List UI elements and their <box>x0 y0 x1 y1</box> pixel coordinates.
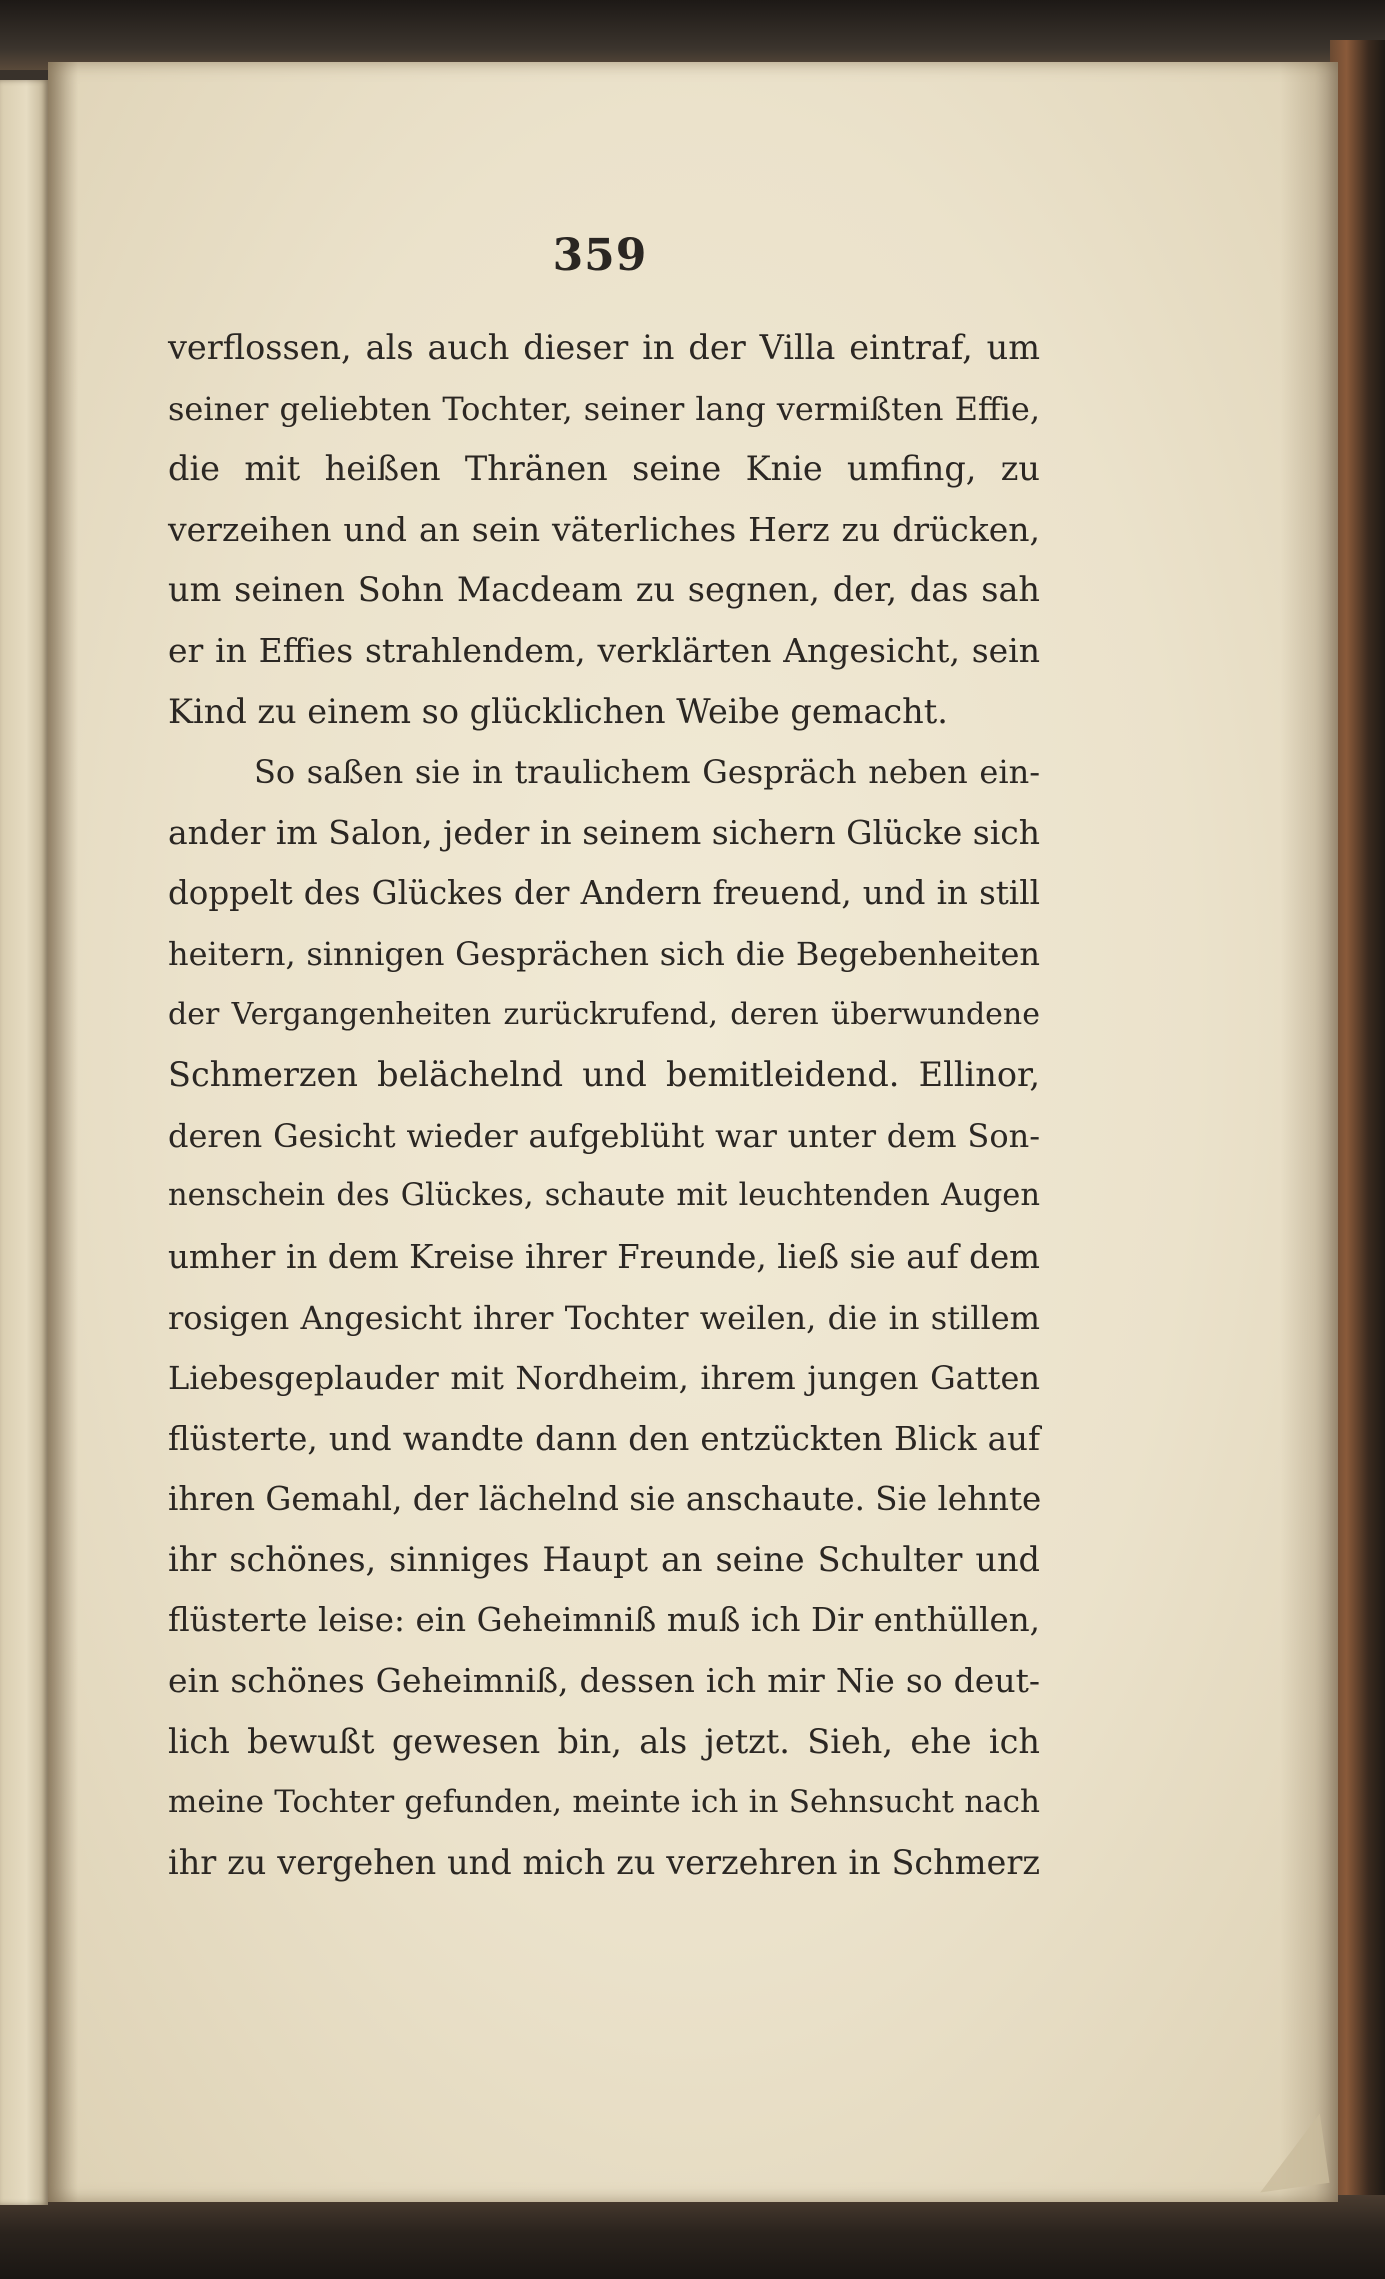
text-line: deren Gesicht wieder aufgeblüht war unter dem Son- <box>168 1116 1040 1155</box>
page-gutter-shadow <box>48 62 78 2202</box>
book-cover-top-edge <box>0 0 1385 70</box>
text-line: Schmerzen belächelnd und bemitleidend. Ellinor, <box>168 1055 1040 1095</box>
text-line: heitern, sinnigen Gesprächen sich die Begebenheiten <box>168 934 1040 973</box>
text-line: flüsterte leise: ein Geheimniß muß ich Dir enthüllen, <box>168 1601 1040 1640</box>
text-line: verzeihen und an sein väterliches Herz zu drücken, <box>168 509 1040 549</box>
text-line: verflossen, als auch dieser in der Villa eintraf, um <box>168 328 1040 367</box>
text-line: ihr schönes, sinniges Haupt an seine Schulter und <box>168 1539 1040 1579</box>
text-line: die mit heißen Thränen seine Knie umfing, zu <box>168 449 1040 489</box>
text-line: er in Effies strahlendem, verklärten Angesicht, sein <box>168 630 1040 670</box>
text-line: Kind zu einem so glücklichen Weibe gemacht. <box>168 691 948 731</box>
previous-page-edge <box>0 80 48 2205</box>
text-line: der Vergangenheiten zurückrufend, deren überwundene <box>168 996 1040 1032</box>
page-number: 359 <box>552 230 648 281</box>
text-line: meine Tochter gefunden, meinte ich in Sehnsucht nach <box>168 1784 1040 1821</box>
text-line: seiner geliebten Tochter, seiner lang vermißten Effie, <box>168 389 1040 428</box>
text-line: umher in dem Kreise ihrer Freunde, ließ sie auf dem <box>168 1237 1040 1276</box>
text-line: Liebesgeplauder mit Nordheim, ihrem jungen Gatten <box>168 1359 1040 1398</box>
page-right-edge-shadow <box>1280 62 1338 2202</box>
text-line: ihr zu vergehen und mich zu verzehren in Schmerz <box>168 1842 1040 1882</box>
text-line: ander im Salon, jeder in seinem sichern Glücke sich <box>168 812 1040 852</box>
book-cover-bottom-edge <box>0 2195 1385 2279</box>
text-line: ein schönes Geheimniß, dessen ich mir Nie so deut- <box>168 1661 1040 1701</box>
text-line: lich bewußt gewesen bin, als jetzt. Sieh, ehe ich <box>168 1721 1040 1761</box>
paragraph-start-line: So saßen sie in traulichem Gespräch neben ein- <box>254 753 1040 792</box>
book-cover-right-edge <box>1330 40 1385 2240</box>
dog-ear-corner <box>1250 2113 1329 2192</box>
text-line: nenschein des Glückes, schaute mit leuchtenden Augen <box>168 1178 1040 1214</box>
text-line: flüsterte, und wandte dann den entzückten Blick auf <box>168 1419 1040 1458</box>
text-line: doppelt des Glückes der Andern freuend, und in still <box>168 874 1040 913</box>
text-line: um seinen Sohn Macdeam zu segnen, der, das sah <box>168 570 1040 610</box>
text-line: ihren Gemahl, der lächelnd sie anschaute. Sie lehnte <box>168 1480 1042 1519</box>
body-text <box>168 318 1040 1893</box>
text-line: rosigen Angesicht ihrer Tochter weilen, die in stillem <box>168 1298 1040 1337</box>
